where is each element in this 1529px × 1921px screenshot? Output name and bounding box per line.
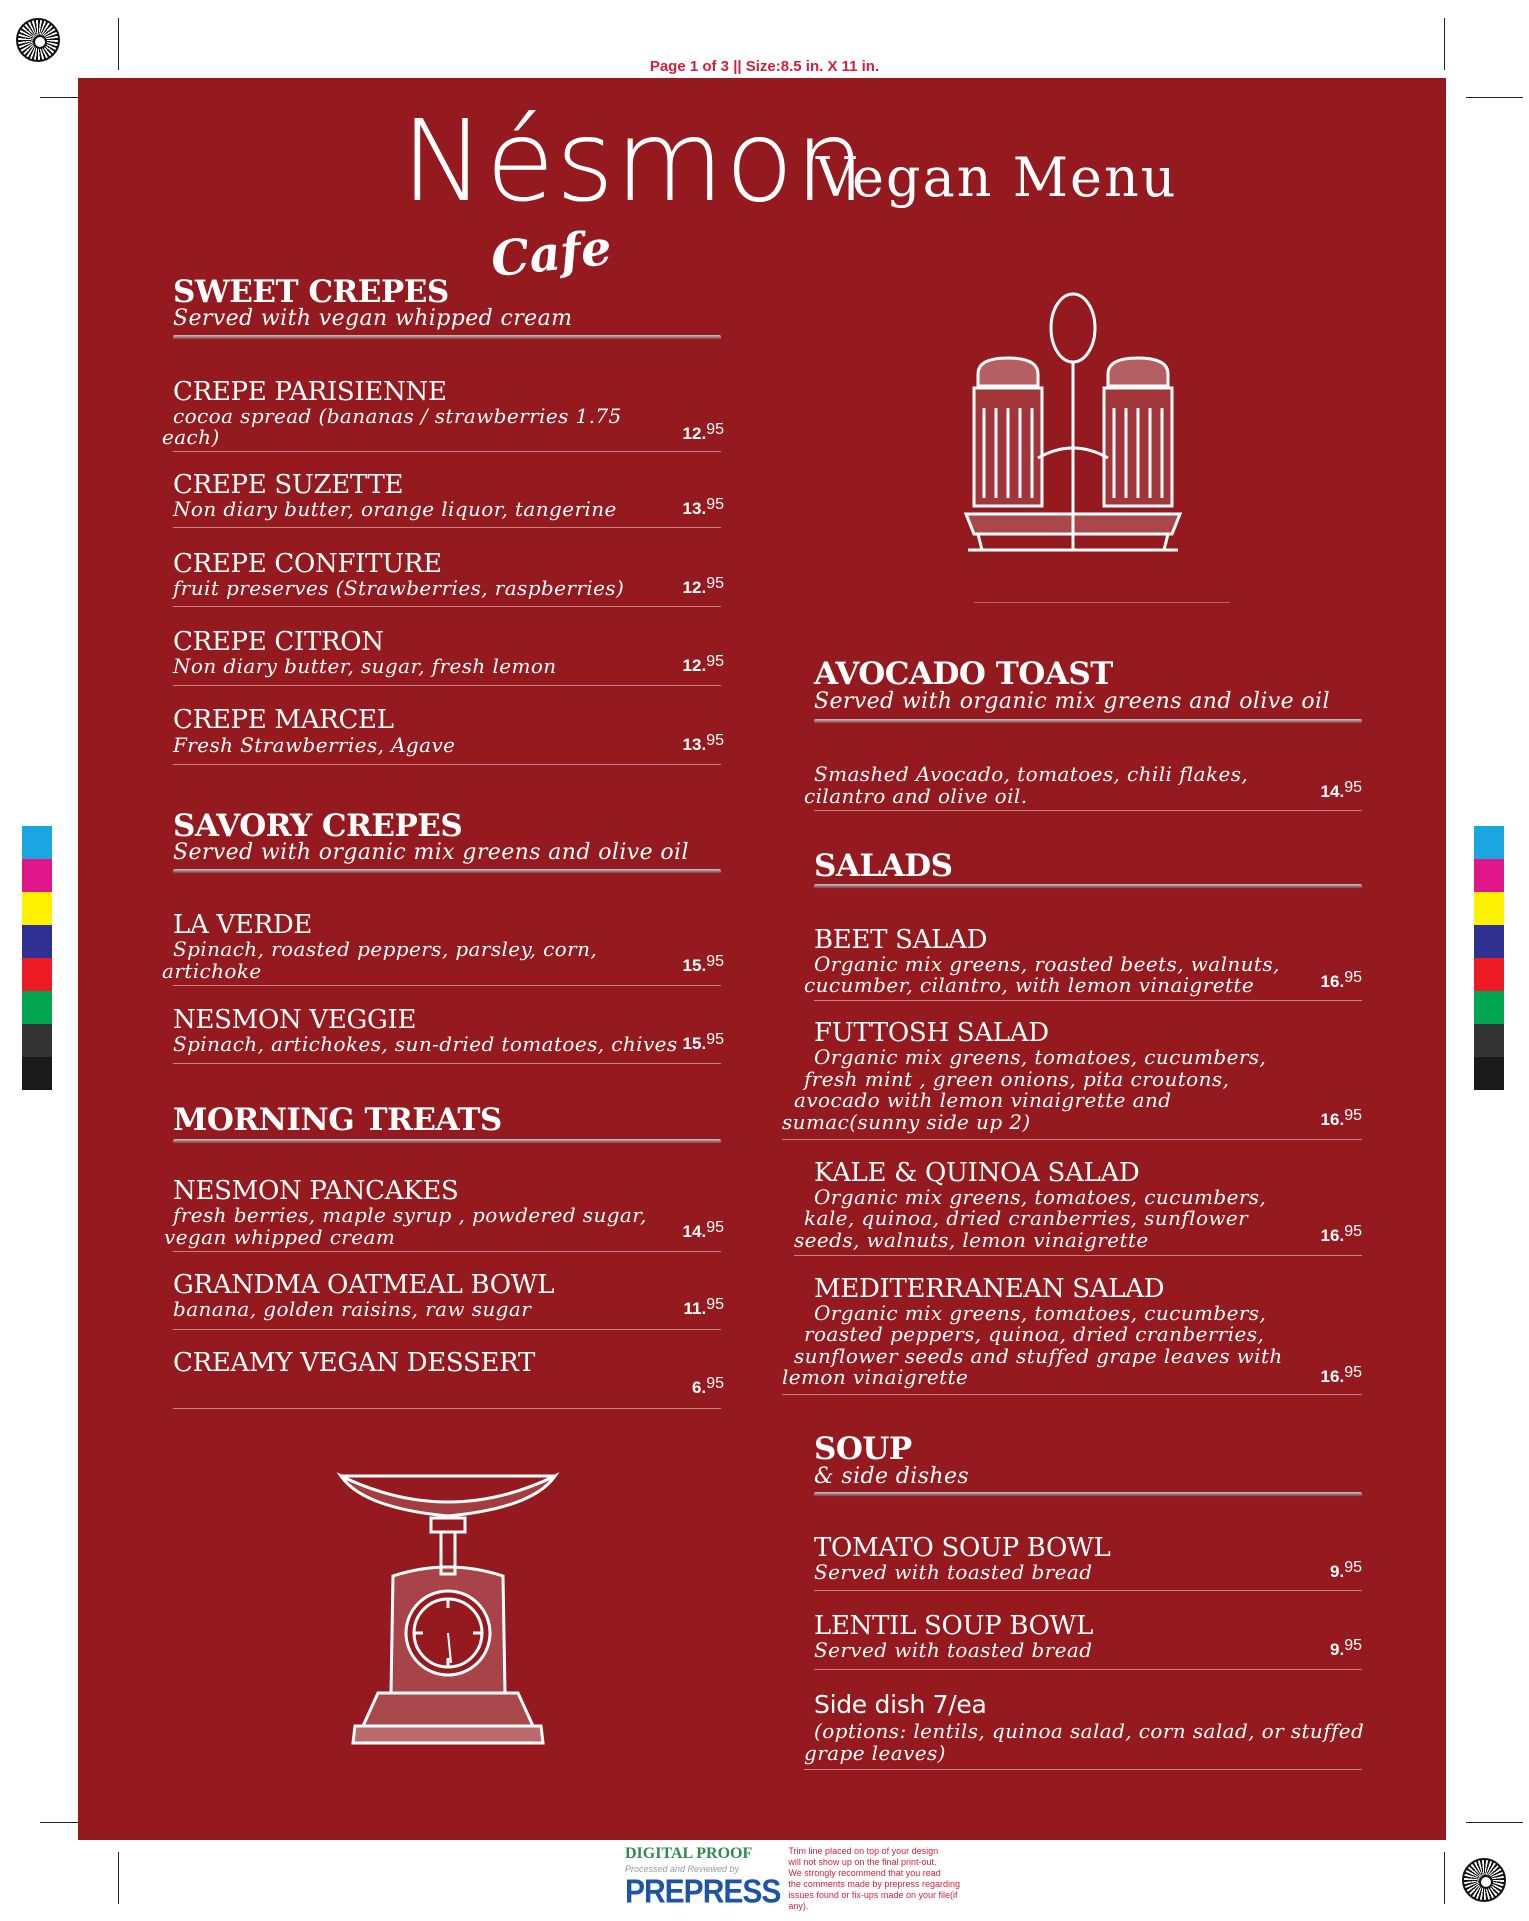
digital-proof-stamp [625,1846,960,1912]
menu-item-desc: Organic mix greens, tomatoes, cucumbers, [814,1045,1267,1069]
menu-item-price: 13.95 [682,496,724,518]
menu-item-desc: Served with toasted bread [814,1560,1093,1584]
side-dish-desc: (options: lentils, quinoa salad, corn salad, or stuffed [814,1719,1365,1743]
section-subtitle-sweet-crepes: Served with vegan whipped cream [173,306,573,331]
menu-item-name: CREPE CONFITURE [173,549,442,579]
menu-title: Vegan Menu [816,146,1178,209]
section-title-morning-treats: MORNING TREATS [173,1102,502,1138]
side-dish-title: Side dish 7/ea [814,1690,987,1719]
section-title-savory-crepes: SAVORY CREPES [173,808,463,844]
menu-item-name: FUTTOSH SALAD [814,1018,1049,1048]
item-divider [173,985,721,986]
menu-item-desc: Spinach, artichokes, sun-dried tomatoes, chives [173,1032,678,1056]
item-divider [173,764,721,765]
item-divider [804,1769,1362,1770]
menu-item-desc: Smashed Avocado, tomatoes, chili flakes, [814,762,1249,786]
item-divider [814,1590,1362,1591]
menu-item-price: 15.95 [682,1031,724,1053]
menu-item-price: 16.95 [1320,969,1362,991]
section-title-avocado-toast: AVOCADO TOAST [814,656,1113,692]
section-divider [814,884,1362,889]
menu-item-desc: Fresh Strawberries, Agave [173,733,456,757]
section-subtitle-avocado-toast: Served with organic mix greens and olive oil [814,689,1330,714]
color-bar-right [1474,826,1504,1090]
section-subtitle-soup: & side dishes [814,1464,970,1489]
menu-item-price: 9.95 [1330,1637,1362,1659]
item-divider [782,1139,1362,1140]
menu-item-desc: vegan whipped cream [164,1225,396,1249]
color-bar-left [22,826,52,1090]
menu-item-name: TOMATO SOUP BOWL [814,1533,1111,1563]
menu-item-desc: cilantro and olive oil. [804,784,1028,808]
menu-item-price: 16.95 [1320,1364,1362,1386]
section-divider [173,1139,721,1144]
menu-item-price: 9.95 [1330,1559,1362,1581]
menu-item-desc: Non diary butter, orange liquor, tangerine [173,497,617,521]
menu-item-desc: Spinach, roasted peppers, parsley, corn, [173,937,598,961]
menu-item-name: MEDITERRANEAN SALAD [814,1274,1165,1304]
menu-item-name: CREPE SUZETTE [173,470,404,500]
item-divider [173,527,721,528]
section-subtitle-savory-crepes: Served with organic mix greens and olive oil [173,840,689,865]
menu-item-desc: Non diary butter, sugar, fresh lemon [173,654,557,678]
kitchen-scale-illustration [333,1458,563,1758]
menu-item-price: 12.95 [682,421,724,443]
menu-item-name: GRANDMA OATMEAL BOWL [173,1270,555,1300]
menu-item-price: 12.95 [682,575,724,597]
proof-brand: PREPRESS [625,1873,781,1911]
menu-item-price: 14.95 [1320,779,1362,801]
item-divider [173,1329,721,1330]
menu-item-price: 13.95 [682,732,724,754]
proof-note [788,1846,960,1912]
menu-item-price: 6.95 [692,1375,724,1397]
menu-item-desc: artichoke [162,959,262,983]
menu-item-desc: sumac(sunny side up 2) [782,1110,1031,1134]
section-divider [814,719,1362,724]
section-divider [173,335,721,340]
item-divider [173,451,721,452]
menu-item-desc: seeds, walnuts, lemon vinaigrette [794,1228,1149,1252]
menu-item-price: 14.95 [682,1219,724,1241]
proof-note-line: issues found or fix-ups made on your file(if any). [788,1890,958,1911]
proof-logo [625,1845,781,1911]
salt-pepper-shaker-illustration [948,288,1198,578]
crop-mark [1466,97,1523,98]
section-divider [173,869,721,874]
menu-item-desc: fresh berries, maple syrup , powdered sugar, [173,1203,647,1227]
menu-item-desc: Organic mix greens, roasted beets, walnuts, [814,952,1280,976]
side-dish-desc: grape leaves) [804,1741,946,1765]
menu-item-name: LA VERDE [173,910,313,940]
item-divider [173,1063,721,1064]
item-divider [173,606,721,607]
menu-item-name: CREPE PARISIENNE [173,377,447,407]
menu-item-price: 16.95 [1320,1107,1362,1129]
menu-item-desc: kale, quinoa, dried cranberries, sunflower [804,1206,1249,1230]
menu-item-desc: fresh mint , green onions, pita croutons, [804,1067,1230,1091]
proof-note-line: Trim line placed on top of your design [788,1846,939,1856]
crop-mark [1466,1822,1523,1823]
menu-item-desc: lemon vinaigrette [782,1365,969,1389]
menu-item-price: 11.95 [683,1296,724,1318]
section-title-salads: SALADS [814,848,953,884]
item-divider [794,1255,1362,1256]
menu-item-name: CREPE MARCEL [173,705,394,735]
item-divider [814,1000,1362,1001]
brand-name: Nésmon [401,97,867,227]
proof-note-line: We strongly recommend that you read [788,1868,941,1878]
menu-item-name: BEET SALAD [814,925,988,955]
menu-item-price: 16.95 [1320,1223,1362,1245]
illustration-divider [974,602,1230,603]
item-divider [814,1669,1362,1670]
menu-item-desc: Served with toasted bread [814,1638,1093,1662]
proof-label: DIGITAL PROOF [625,1845,753,1862]
item-divider [173,1251,721,1252]
item-divider [782,1394,1362,1395]
proof-note-line: will not show up on the final print-out. [788,1857,937,1867]
menu-item-desc: Organic mix greens, tomatoes, cucumbers, [814,1301,1267,1325]
section-divider [814,1492,1362,1497]
menu-item-desc: each) [162,425,220,449]
menu-item-name: LENTIL SOUP BOWL [814,1611,1094,1641]
brand-subtitle: Cafe [488,219,615,289]
proof-header: Page 1 of 3 || Size:8.5 in. X 11 in. [649,58,880,75]
menu-item-desc: Organic mix greens, tomatoes, cucumbers, [814,1185,1267,1209]
section-title-soup: SOUP [814,1431,912,1467]
item-divider [173,1408,721,1409]
menu-item-name: CREAMY VEGAN DESSERT [173,1348,536,1378]
crop-mark [118,1852,119,1904]
registration-mark-icon [16,18,60,62]
item-divider [173,685,721,686]
proof-processed: Processed and Reviewed by [625,1864,740,1874]
menu-item-name: CREPE CITRON [173,627,384,657]
item-divider [814,810,1362,811]
crop-mark [1444,1852,1445,1904]
menu-item-desc: sunflower seeds and stuffed grape leaves with [794,1344,1283,1368]
proof-note-line: the comments made by prepress regarding [788,1879,960,1889]
menu-item-name: KALE & QUINOA SALAD [814,1158,1140,1188]
menu-item-desc: roasted peppers, quinoa, dried cranberries, [804,1322,1265,1346]
menu-panel [78,78,1446,1840]
menu-item-desc: cocoa spread (bananas / strawberries 1.75 [173,404,622,428]
section-title-sweet-crepes: SWEET CREPES [173,274,449,310]
menu-item-desc: avocado with lemon vinaigrette and [794,1088,1172,1112]
menu-item-price: 15.95 [682,953,724,975]
menu-item-name: NESMON VEGGIE [173,1005,417,1035]
menu-item-desc: cucumber, cilantro, with lemon vinaigrette [804,973,1255,997]
registration-mark-icon [1462,1858,1506,1902]
menu-item-name: NESMON PANCAKES [173,1176,459,1206]
menu-item-desc: banana, golden raisins, raw sugar [173,1297,532,1321]
menu-item-desc: fruit preserves (Strawberries, raspberries) [173,576,625,600]
menu-item-price: 12.95 [682,653,724,675]
